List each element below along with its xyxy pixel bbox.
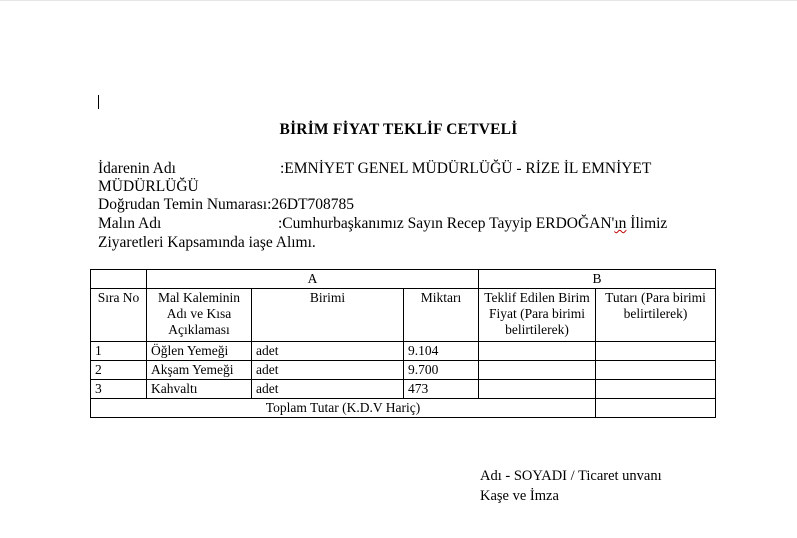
row-total-cell[interactable]: [596, 342, 716, 361]
price-table: [90, 269, 716, 418]
column-header-row: [91, 289, 716, 342]
row-qty: 473: [404, 380, 479, 399]
row-name: Öğlen Yemeği: [147, 342, 252, 361]
total-label: Toplam Tutar (K.D.V Hariç): [91, 399, 596, 418]
total-value-cell[interactable]: [596, 399, 716, 418]
row-name: Kahvaltı: [147, 380, 252, 399]
table-row: [91, 361, 716, 380]
temin-label: Doğrudan Temin Numarası: [98, 196, 268, 213]
text-cursor: [98, 95, 99, 109]
header-birimi: Birimi: [252, 289, 404, 342]
temin-value: :26DT708785: [267, 196, 355, 213]
malin-value: :Cumhurbaşkanımız Sayın Recep Tayyip ERDOĞAN': [278, 215, 615, 232]
malin-label: Malın Adı: [98, 215, 162, 232]
temin-row: [98, 196, 354, 214]
group-b-header: B: [479, 270, 716, 289]
row-price-cell[interactable]: [479, 380, 596, 399]
table-row: [91, 342, 716, 361]
idare-row: [98, 160, 651, 178]
header-sira: Sıra No: [91, 289, 147, 342]
row-unit: adet: [252, 380, 404, 399]
signature-stamp-line: Kaşe ve İmza: [480, 488, 559, 504]
row-no: 1: [91, 342, 147, 361]
header-tutari: Tutarı (Para birimi belirtilerek): [596, 289, 716, 342]
row-qty: 9.700: [404, 361, 479, 380]
row-unit: adet: [252, 342, 404, 361]
header-miktari: Miktarı: [404, 289, 479, 342]
idare-value: :EMNİYET GENEL MÜDÜRLÜĞÜ - RİZE İL EMNİYET: [280, 160, 652, 177]
idare-label: İdarenin Adı: [98, 160, 176, 177]
row-total-cell[interactable]: [596, 361, 716, 380]
group-header-row: [91, 270, 716, 289]
row-price-cell[interactable]: [479, 342, 596, 361]
header-teklif: Teklif Edilen Birim Fiyat (Para birimi belirtilerek): [479, 289, 596, 342]
group-empty-cell: [91, 270, 147, 289]
spellcheck-flag: ın: [614, 215, 627, 232]
malin-value-end: İlimiz: [626, 215, 668, 232]
row-name: Akşam Yemeği: [147, 361, 252, 380]
row-unit: adet: [252, 361, 404, 380]
row-total-cell[interactable]: [596, 380, 716, 399]
table-row: [91, 380, 716, 399]
malin-row: [98, 215, 667, 233]
signature-name-line: Adı - SOYADI / Ticaret unvanı: [480, 468, 662, 484]
row-price-cell[interactable]: [479, 361, 596, 380]
header-mal: Mal Kaleminin Adı ve Kısa Açıklaması: [147, 289, 252, 342]
idare-value-continued: MÜDÜRLÜĞÜ: [98, 178, 199, 195]
row-no: 3: [91, 380, 147, 399]
malin-value-continued: Ziyaretleri Kapsamında iaşe Alımı.: [98, 234, 316, 251]
row-no: 2: [91, 361, 147, 380]
row-qty: 9.104: [404, 342, 479, 361]
total-row: [91, 399, 716, 418]
document-title: BİRİM FİYAT TEKLİF CETVELİ: [279, 121, 518, 138]
group-a-header: A: [147, 270, 479, 289]
